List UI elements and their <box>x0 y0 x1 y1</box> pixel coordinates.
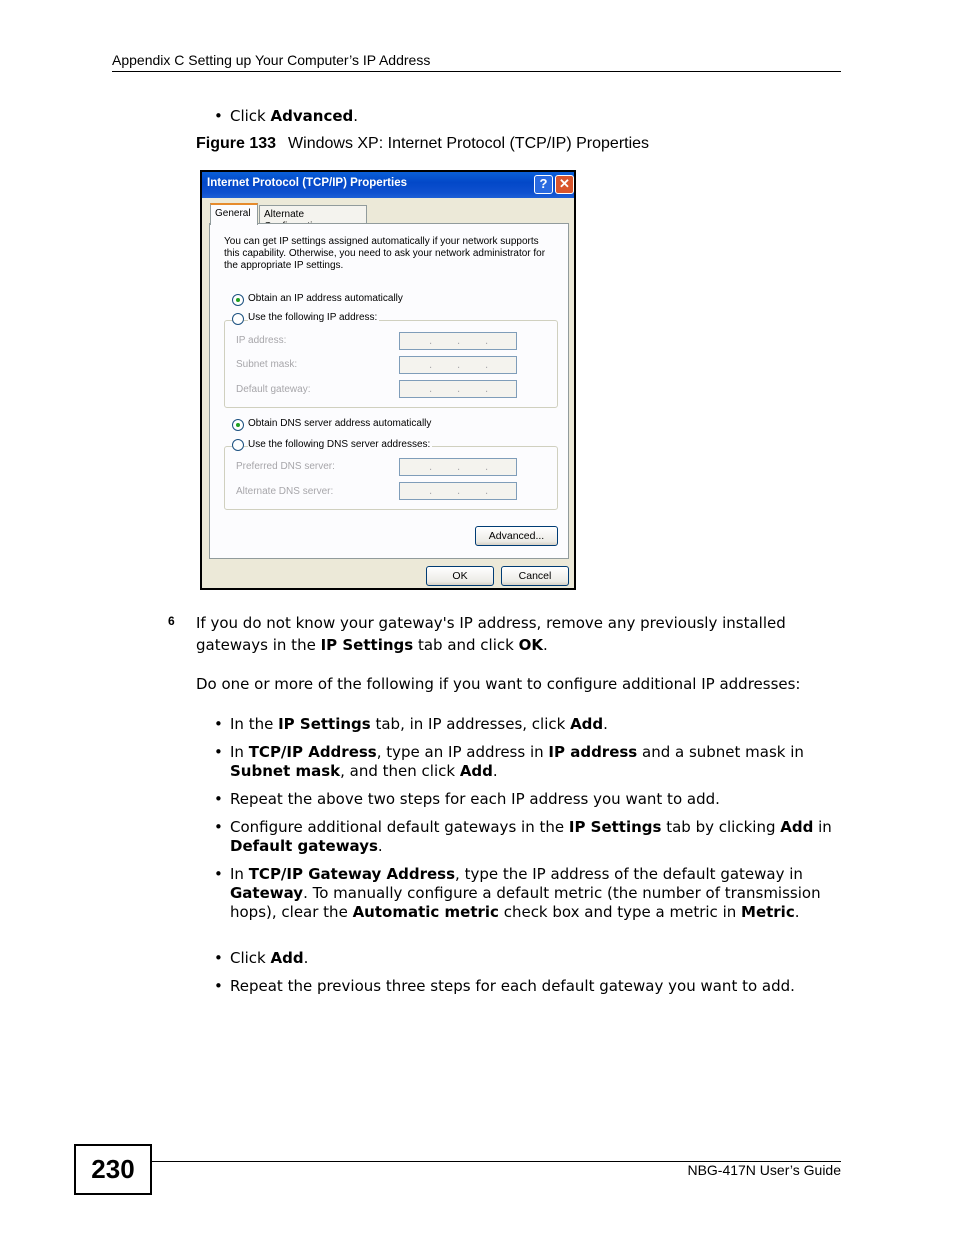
bullet-dot: • <box>214 818 223 836</box>
list-item <box>214 790 840 809</box>
bullet-text: In TCP/IP Gateway Address, type the IP address of the default gateway in Gateway. To manually configure a default metric (the number of transmission hops), clear the Automatic metric check box and type a metric in Metric. <box>230 865 821 921</box>
running-header: Appendix C Setting up Your Computer’s IP Address <box>112 52 431 68</box>
radio-label-obtain-dns: Obtain DNS server address automatically <box>248 418 432 429</box>
radio-label-use-ip: Use the following IP address: <box>248 312 378 323</box>
ip-address-label: IP address: <box>236 335 287 346</box>
subnet-mask-label: Subnet mask: <box>236 359 298 370</box>
tcpip-properties-dialog <box>200 170 576 590</box>
bullet-dot: • <box>214 949 223 967</box>
intro-bullet <box>214 107 840 126</box>
radio-use-following-dns[interactable] <box>232 439 244 451</box>
guide-name: NBG-417N User’s Guide <box>687 1162 841 1178</box>
radio-use-following-ip[interactable] <box>232 313 244 325</box>
radio-obtain-dns-automatically[interactable] <box>232 419 244 431</box>
bullet-dot: • <box>214 977 223 995</box>
bullet-text: In TCP/IP Address, type an IP address in IP address and a subnet mask in Subnet mask, and then click Add. <box>230 743 804 780</box>
dialog-titlebar <box>202 172 574 198</box>
dns-groupbox <box>224 446 558 510</box>
default-gateway-label: Default gateway: <box>236 384 311 395</box>
page-number: 230 <box>74 1144 152 1195</box>
ip-address-input[interactable]: . . . <box>399 332 517 350</box>
step-number: 6 <box>168 614 175 628</box>
list-item <box>214 977 840 996</box>
bullet-dot: • <box>214 107 223 125</box>
bullet-text: Configure additional default gateways in the IP Settings tab by clicking Add in Default gateways. <box>230 818 832 855</box>
close-icon[interactable]: ✕ <box>555 175 574 194</box>
figure-label: Figure 133 <box>196 135 277 152</box>
tab-alternate-configuration[interactable]: Alternate <box>259 205 367 224</box>
subnet-mask-input[interactable]: . . . <box>399 356 517 374</box>
dialog-title: Internet Protocol (TCP/IP) Properties <box>207 177 407 189</box>
alternate-dns-label: Alternate DNS server: <box>236 486 334 497</box>
bullet-text: In the IP Settings tab, in IP addresses, click Add. <box>230 715 608 733</box>
bullet-dot: • <box>214 790 223 808</box>
general-tab-panel <box>209 223 569 559</box>
radio-label-obtain-ip: Obtain an IP address automatically <box>248 293 403 304</box>
list-item <box>214 715 840 734</box>
bullet-dot: • <box>214 715 223 733</box>
header-rule <box>112 71 841 72</box>
bullet-text: Repeat the previous three steps for each default gateway you want to add. <box>230 977 795 995</box>
figure-caption <box>196 135 649 153</box>
bullet-dot: • <box>214 865 223 883</box>
preferred-dns-input[interactable]: . . . <box>399 458 517 476</box>
figure-title: Windows XP: Internet Protocol (TCP/IP) Properties <box>288 135 650 152</box>
bullet-dot: • <box>214 743 223 761</box>
radio-obtain-ip-automatically[interactable] <box>232 294 244 306</box>
alternate-dns-input[interactable]: . . . <box>399 482 517 500</box>
bullet-text: Repeat the above two steps for each IP address you want to add. <box>230 790 720 808</box>
step-6-paragraph: If you do not know your gateway's IP address, remove any previously installed gateways in the IP Settings tab and click OK. <box>196 614 786 654</box>
list-item <box>214 865 840 922</box>
help-icon[interactable]: ? <box>534 175 553 194</box>
list-item <box>214 949 840 968</box>
bullet-text: Click Add. <box>230 949 309 967</box>
intro-text: You can get IP settings assigned automatically if your network supports this capability. Otherwise, you need to ask your network administrator for the appropriate IP settings. <box>224 236 546 271</box>
lead-paragraph: Do one or more of the following if you want to configure additional IP addresses: <box>196 675 801 693</box>
list-item <box>214 818 840 856</box>
cancel-button[interactable]: Cancel <box>501 566 569 586</box>
tab-general[interactable]: General <box>210 203 258 225</box>
advanced-button[interactable]: Advanced... <box>475 526 558 546</box>
list-item <box>214 743 840 781</box>
preferred-dns-label: Preferred DNS server: <box>236 461 335 472</box>
ok-button[interactable]: OK <box>426 566 494 586</box>
default-gateway-input[interactable]: . . . <box>399 380 517 398</box>
bullet-text: Click Advanced. <box>230 107 359 125</box>
radio-label-use-dns: Use the following DNS server addresses: <box>248 439 431 450</box>
